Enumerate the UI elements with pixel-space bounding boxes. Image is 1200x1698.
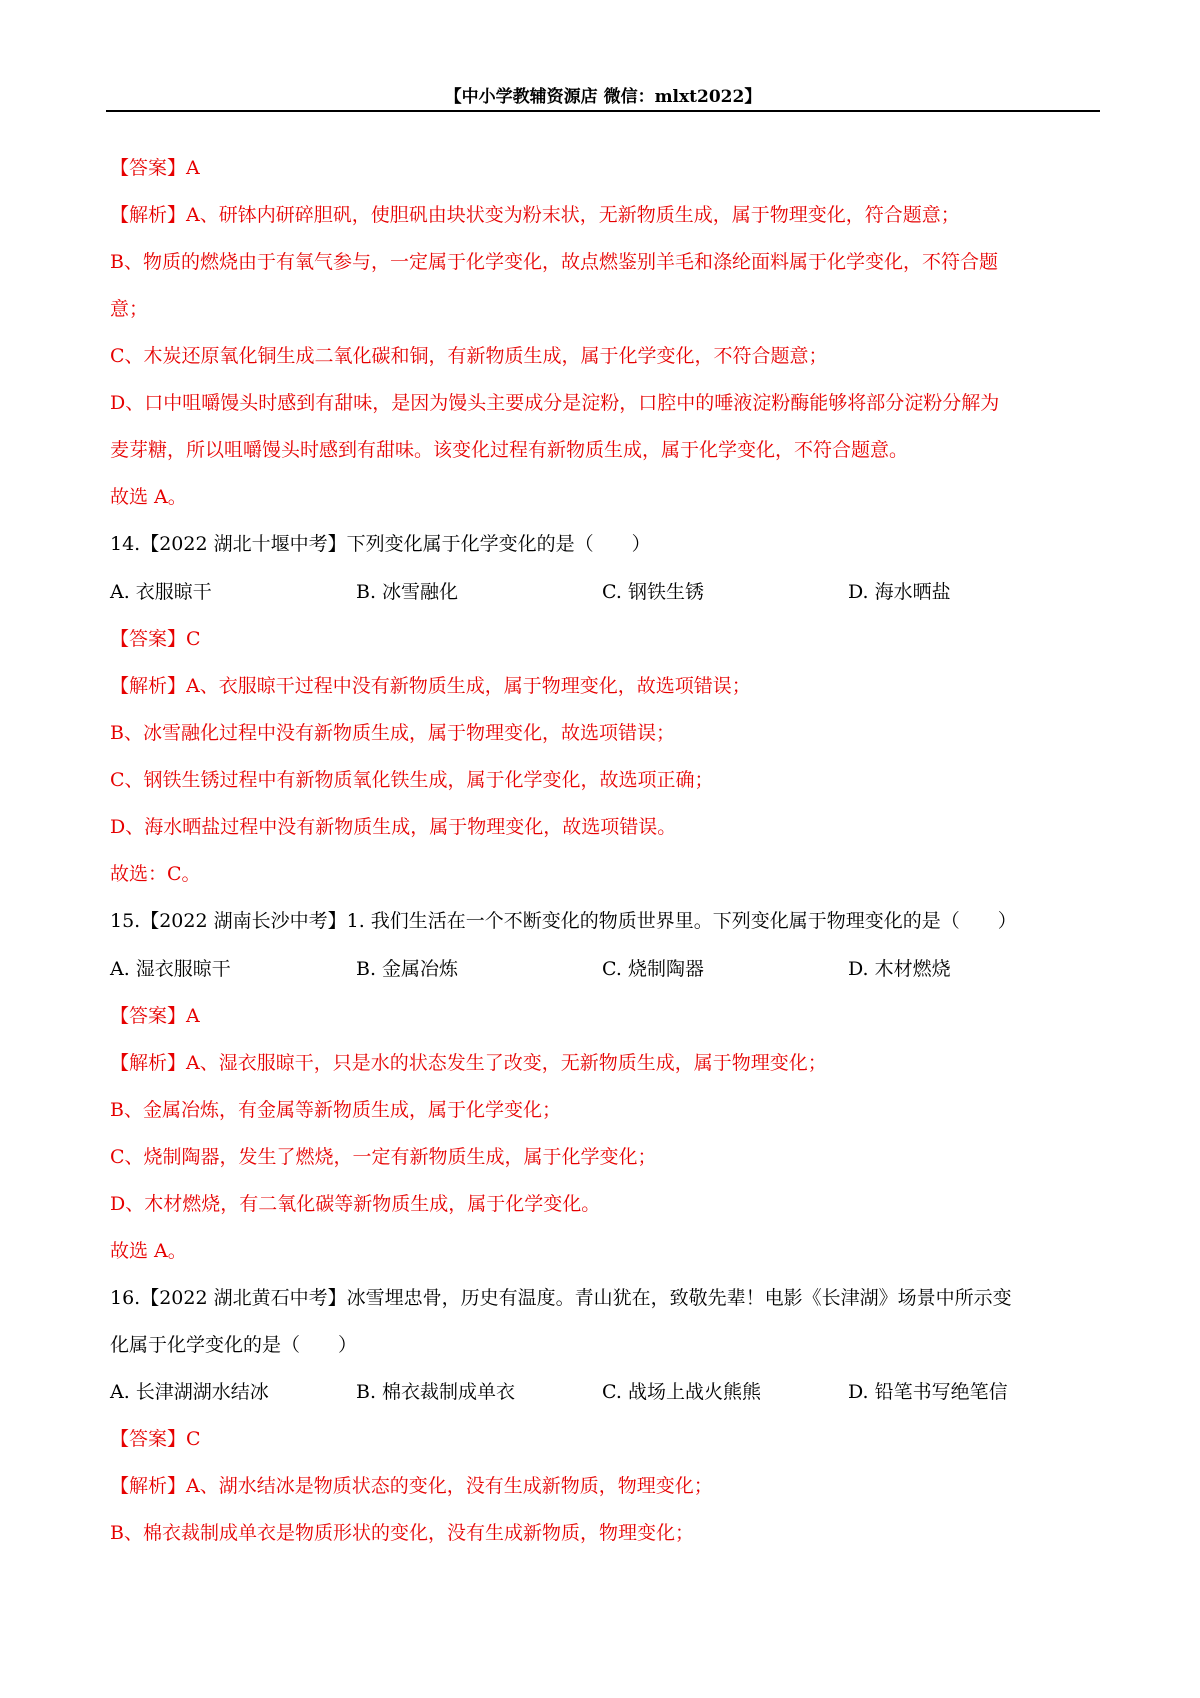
q14-answer: 【答案】C (110, 628, 201, 650)
q14-explanation-b: B、冰雪融化过程中没有新物质生成，属于物理变化，故选项错误； (110, 722, 675, 744)
q16-answer: 【答案】C (110, 1428, 201, 1450)
q16-explanation-a: 【解析】A、湖水结冰是物质状态的变化，没有生成新物质，物理变化； (110, 1475, 713, 1497)
q14-explanation-a: 【解析】A、衣服晾干过程中没有新物质生成，属于物理变化，故选项错误； (110, 675, 751, 697)
q16-explanation-b: B、棉衣裁制成单衣是物质形状的变化，没有生成新物质，物理变化； (110, 1522, 694, 1544)
q16-stem-cont: 化属于化学变化的是（ ） (110, 1334, 358, 1356)
q13-explanation-b-cont: 意； (110, 298, 149, 320)
q13-explanation-d: D、口中咀嚼馒头时感到有甜味，是因为馒头主要成分是淀粉，口腔中的唾液淀粉酶能够将部分淀粉分解为 (110, 392, 1000, 414)
q15-conclusion: 故选 A。 (110, 1240, 187, 1262)
q14-option-b: B. 冰雪融化 (356, 581, 459, 603)
header-rule (106, 110, 1100, 112)
q15-explanation-c: C、烧制陶器，发生了燃烧，一定有新物质生成，属于化学变化； (110, 1146, 657, 1168)
q13-answer: 【答案】A (110, 157, 200, 179)
q15-explanation-a: 【解析】A、湿衣服晾干，只是水的状态发生了改变，无新物质生成，属于物理变化； (110, 1052, 827, 1074)
q16-option-b: B. 棉衣裁制成单衣 (356, 1381, 516, 1403)
q16-stem: 16.【2022 湖北黄石中考】冰雪埋忠骨，历史有温度。青山犹在，致敬先辈！电影《长津湖》场景中所示变 (110, 1287, 1012, 1309)
q13-explanation-a: 【解析】A、研钵内研碎胆矾，使胆矾由块状变为粉末状，无新物质生成，属于物理变化，符合题意； (110, 204, 960, 226)
q15-answer: 【答案】A (110, 1005, 200, 1027)
q14-explanation-c: C、钢铁生锈过程中有新物质氧化铁生成，属于化学变化，故选项正确； (110, 769, 714, 791)
q15-option-a: A. 湿衣服晾干 (110, 958, 231, 980)
q16-option-d: D. 铅笔书写绝笔信 (848, 1381, 1008, 1403)
page-header: 【中小学教辅资源店 微信：mlxt2022】 (444, 87, 762, 107)
q14-explanation-d: D、海水晒盐过程中没有新物质生成，属于物理变化，故选项错误。 (110, 816, 677, 838)
q13-explanation-b: B、物质的燃烧由于有氧气参与，一定属于化学变化，故点燃鉴别羊毛和涤纶面料属于化学变化，不符合题 (110, 251, 998, 273)
q13-conclusion: 故选 A。 (110, 486, 187, 508)
q15-explanation-b: B、金属冶炼，有金属等新物质生成，属于化学变化； (110, 1099, 561, 1121)
q15-explanation-d: D、木材燃烧，有二氧化碳等新物质生成，属于化学变化。 (110, 1193, 601, 1215)
q14-option-c: C. 钢铁生锈 (602, 581, 704, 603)
q16-option-a: A. 长津湖湖水结冰 (110, 1381, 269, 1403)
q15-stem: 15.【2022 湖南长沙中考】1. 我们生活在一个不断变化的物质世界里。下列变化属于物理变化的是（ ） (110, 910, 1017, 932)
q13-explanation-d-cont: 麦芽糖，所以咀嚼馒头时感到有甜味。该变化过程有新物质生成，属于化学变化，不符合题意。 (110, 439, 909, 461)
q15-option-d: D. 木材燃烧 (848, 958, 951, 980)
q16-option-c: C. 战场上战火熊熊 (602, 1381, 761, 1403)
q14-conclusion: 故选：C。 (110, 863, 201, 885)
q15-option-b: B. 金属冶炼 (356, 958, 459, 980)
q13-explanation-c: C、木炭还原氧化铜生成二氧化碳和铜，有新物质生成，属于化学变化，不符合题意； (110, 345, 828, 367)
q14-option-d: D. 海水晒盐 (848, 581, 951, 603)
q14-stem: 14.【2022 湖北十堰中考】下列变化属于化学变化的是（ ） (110, 533, 651, 555)
q15-option-c: C. 烧制陶器 (602, 958, 704, 980)
q14-option-a: A. 衣服晾干 (110, 581, 212, 603)
